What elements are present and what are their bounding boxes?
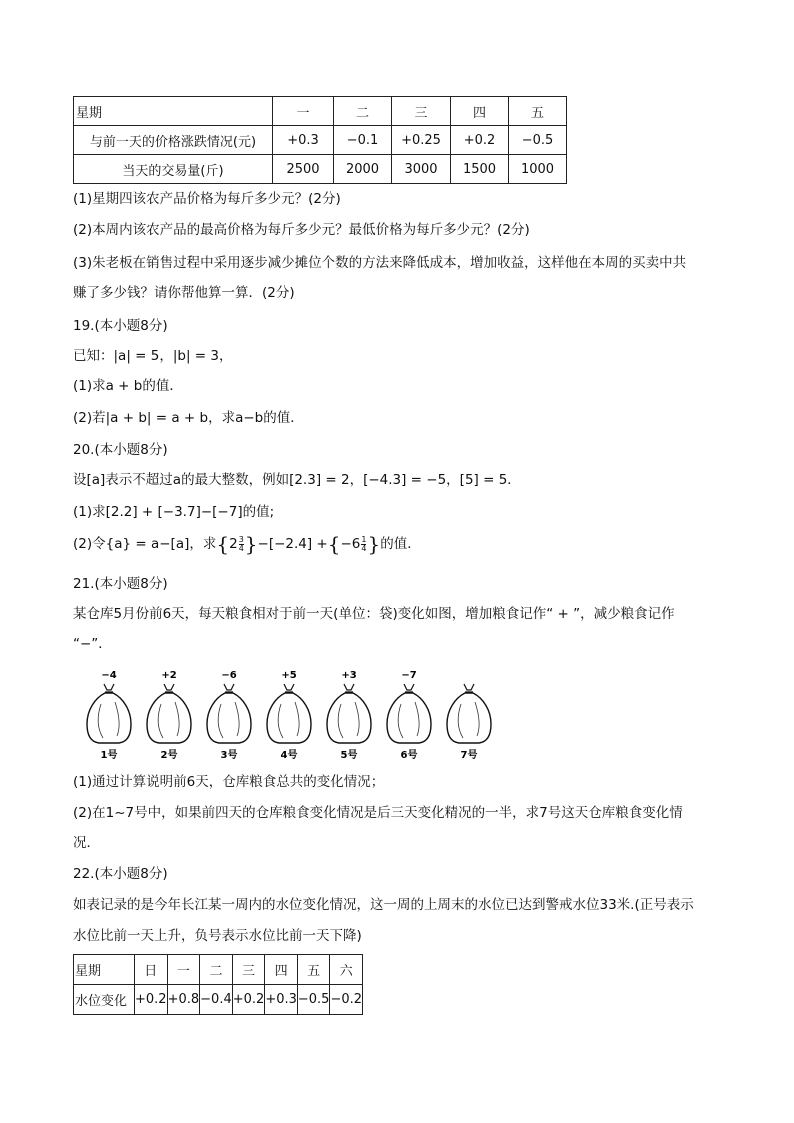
- table-row: [74, 126, 567, 155]
- table-header-cell: 三: [232, 955, 265, 985]
- grain-bag-5: [327, 670, 371, 761]
- bag-number-label: 6号: [400, 750, 418, 761]
- q19-part2: (2)若|a + b| = a + b，求a−b的值．: [73, 410, 304, 426]
- grain-bag-1: [87, 670, 131, 761]
- q21-intro-line1: 某仓库5月份前6天，每天粮食相对于前一天(单位：袋)变化如图，增加粮食记作“ + ”，减少粮食记作: [73, 606, 675, 622]
- table-header-cell: 五: [509, 97, 567, 126]
- q20-part1: (1)求[2.2] + [−3.7]−[−7]的值;: [73, 504, 275, 520]
- bag-number-label: 2号: [160, 750, 178, 761]
- table-header-cell: 二: [334, 97, 392, 126]
- bag-knot-icon: [224, 684, 234, 692]
- q20-intro: 设[a]表示不超过a的最大整数，例如[2.3] = 2，[−4.3] = −5，[5] = 5．: [73, 472, 521, 488]
- bag-change-label: +2: [161, 670, 177, 681]
- table-cell: +0.3: [265, 985, 298, 1015]
- q20-part2-mid: −[−2.4] +: [257, 536, 328, 552]
- fraction: [239, 536, 244, 553]
- table-header-cell: 一: [273, 97, 334, 126]
- table-cell: +0.8: [167, 985, 200, 1015]
- bag-knot-icon: [104, 684, 114, 692]
- bag-knot-icon: [344, 684, 354, 692]
- table-cell: −0.5: [297, 985, 330, 1015]
- bag-knot-icon: [164, 684, 174, 692]
- bag-change-label: −6: [221, 670, 237, 681]
- q19-given: 已知：|a| = 5，|b| = 3，: [73, 348, 233, 364]
- price-table: [73, 96, 567, 184]
- table-cell: −0.2: [330, 985, 363, 1015]
- table-row: [74, 155, 567, 184]
- table-cell: 2000: [334, 155, 392, 184]
- q22-title: 22.(本小题8分): [73, 866, 168, 882]
- q21-part1: (1)通过计算说明前6天，仓库粮食总共的变化情况；: [73, 774, 385, 790]
- q21-part2-line1: (2)在1~7号中，如果前四天的仓库粮食变化情况是后三天变化精况的一半，求7号这天仓库粮食变化情: [73, 805, 683, 821]
- q22-intro-line2: 水位比前一天上升，负号表示水位比前一天下降): [73, 928, 362, 944]
- bag-body-icon: [447, 693, 491, 743]
- table-header-cell: 星期: [74, 97, 273, 126]
- fraction-numerator: 1: [361, 534, 367, 544]
- q20-part2-suffix: 的值．: [380, 536, 421, 552]
- grain-bag-4: [267, 670, 311, 761]
- grain-bag-7: [447, 684, 491, 761]
- q19-part1: (1)求a + b的值．: [73, 378, 183, 394]
- bag-number-label: 1号: [100, 750, 118, 761]
- q22-intro-line1: 如表记录的是今年长江某一周内的水位变化情况，这一周的上周末的水位已达到警戒水位33米.(正号表示: [73, 897, 694, 913]
- table-header-cell: 四: [451, 97, 509, 126]
- table-cell: 1000: [509, 155, 567, 184]
- bag-change-label: +3: [341, 670, 357, 681]
- bag-knot-icon: [404, 684, 414, 692]
- bag-body-icon: [207, 693, 251, 743]
- table-cell: +0.2: [232, 985, 265, 1015]
- bag-change-label: −4: [101, 670, 117, 681]
- bag-body-icon: [87, 693, 131, 743]
- brace-open: {: [327, 532, 341, 556]
- table-row: [74, 985, 363, 1015]
- table-cell: +0.2: [135, 985, 168, 1015]
- table-cell: 当天的交易量(斤): [74, 155, 273, 184]
- table-header-cell: 五: [297, 955, 330, 985]
- table-header-cell: 星期: [74, 955, 135, 985]
- table-header-cell: 四: [265, 955, 298, 985]
- table-cell: +0.2: [451, 126, 509, 155]
- table-row: [74, 97, 567, 126]
- table-header-cell: 日: [135, 955, 168, 985]
- bag-number-label: 7号: [460, 750, 478, 761]
- grain-bags-figure: [73, 668, 493, 764]
- table-header-cell: 二: [200, 955, 233, 985]
- grain-bag-2: [147, 670, 191, 761]
- bag-body-icon: [387, 693, 431, 743]
- q20-title: 20.(本小题8分): [73, 442, 168, 458]
- table-header-cell: 一: [167, 955, 200, 985]
- bag-knot-icon: [284, 684, 294, 692]
- water-level-table: [73, 954, 363, 1015]
- mixed-number-whole: 2: [229, 536, 238, 552]
- table-cell: 3000: [392, 155, 451, 184]
- fraction-denominator: 4: [238, 543, 244, 553]
- fraction: [361, 536, 366, 553]
- table-cell: −0.4: [200, 985, 233, 1015]
- table-cell: 水位变化: [74, 985, 135, 1015]
- table-row: [74, 955, 363, 985]
- brace-open: {: [216, 532, 230, 556]
- q20-part2-prefix: (2)令{a} = a−[a]，求: [73, 536, 217, 552]
- q18-part1: (1)星期四该农产品价格为每斤多少元？(2分): [73, 191, 341, 207]
- q18-part2: (2)本周内该农产品的最高价格为每斤多少元？最低价格为每斤多少元？(2分): [73, 222, 530, 238]
- bag-knot-icon: [464, 684, 474, 692]
- q21-title: 21.(本小题8分): [73, 576, 168, 592]
- mixed-number-whole: −6: [340, 536, 361, 552]
- brace-close: }: [367, 532, 381, 556]
- table-cell: −0.1: [334, 126, 392, 155]
- bag-change-label: −7: [401, 670, 417, 681]
- bag-body-icon: [267, 693, 311, 743]
- q18-part3-line2: 赚了多少钱？请你帮他算一算．(2分): [73, 285, 295, 301]
- brace-close: }: [244, 532, 258, 556]
- table-header-cell: 六: [330, 955, 363, 985]
- table-cell: +0.3: [273, 126, 334, 155]
- fraction-numerator: 3: [238, 534, 244, 544]
- q18-part3-line1: (3)朱老板在销售过程中采用逐步减少摊位个数的方法来降低成本，增加收益，这样他在本周的买卖中共: [73, 255, 687, 271]
- q21-intro-line2: “−”．: [73, 636, 112, 652]
- bag-number-label: 3号: [220, 750, 238, 761]
- table-cell: +0.25: [392, 126, 451, 155]
- table-cell: −0.5: [509, 126, 567, 155]
- bag-number-label: 4号: [280, 750, 298, 761]
- bag-change-label: +5: [281, 670, 297, 681]
- q21-part2-line2: 况．: [73, 835, 100, 851]
- q19-title: 19.(本小题8分): [73, 318, 168, 334]
- bag-body-icon: [327, 693, 371, 743]
- bag-body-icon: [147, 693, 191, 743]
- table-header-cell: 三: [392, 97, 451, 126]
- table-cell: 与前一天的价格涨跌情况(元): [74, 126, 273, 155]
- fraction-denominator: 4: [361, 543, 367, 553]
- grain-bag-3: [207, 670, 251, 761]
- bag-number-label: 5号: [340, 750, 358, 761]
- grain-bag-6: [387, 670, 431, 761]
- table-cell: 1500: [451, 155, 509, 184]
- table-cell: 2500: [273, 155, 334, 184]
- q20-part2: [73, 534, 421, 554]
